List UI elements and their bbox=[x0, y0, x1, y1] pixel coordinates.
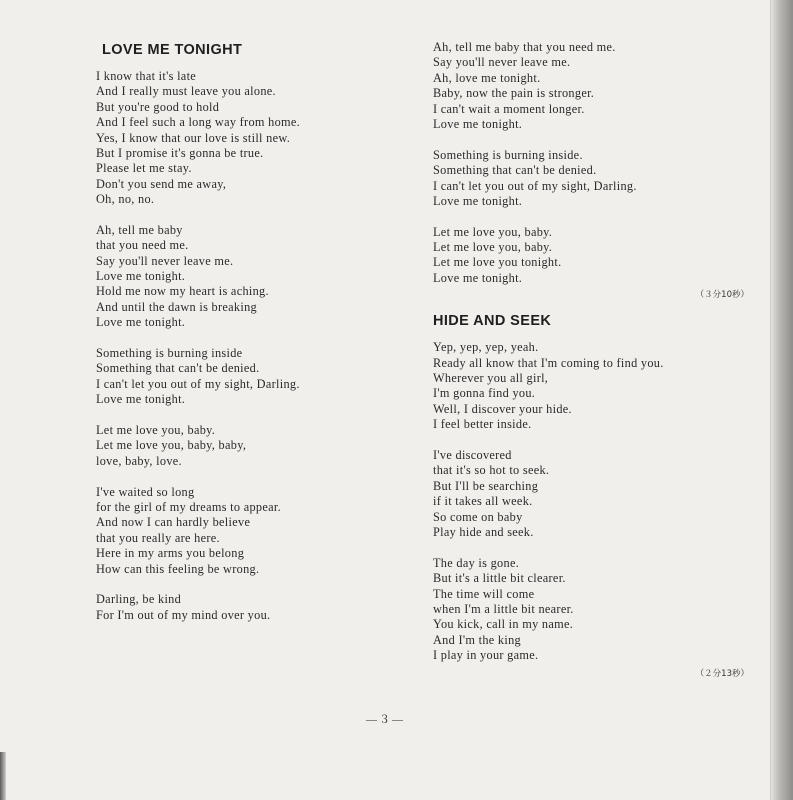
stanza bbox=[433, 556, 753, 664]
lyric-line: for the girl of my dreams to appear. bbox=[96, 499, 281, 514]
lyric-line: Say you'll never leave me. bbox=[433, 55, 571, 70]
song-title-love-me-tonight: LOVE ME TONIGHT bbox=[102, 42, 243, 58]
lyric-line: I can't let you out of my sight, Darling. bbox=[433, 178, 637, 193]
page-fold-shadow bbox=[771, 0, 793, 800]
lyric-line: I can't let you out of my sight, Darling. bbox=[96, 376, 300, 391]
lyric-line: that you really are here. bbox=[96, 530, 220, 545]
lyric-line: Say you'll never leave me. bbox=[96, 253, 234, 268]
lyric-line: Ready all know that I'm coming to find you. bbox=[433, 355, 664, 370]
lyric-line: Let me love you, baby. bbox=[96, 422, 216, 437]
lyric-line: Something is burning inside bbox=[96, 346, 243, 361]
song-title-hide-and-seek: HIDE AND SEEK bbox=[433, 313, 552, 330]
lyric-line: And I'm the king bbox=[433, 632, 521, 647]
left-column bbox=[96, 40, 396, 623]
lyric-line: I've discovered bbox=[433, 447, 512, 462]
lyric-line: Something is burning inside. bbox=[433, 147, 583, 162]
lyric-line: Let me love you, baby. bbox=[433, 240, 553, 255]
lyric-line: if it takes all week. bbox=[433, 494, 533, 509]
lyric-line: Play hide and seek. bbox=[433, 524, 534, 539]
lyric-line: Hold me now my heart is aching. bbox=[96, 284, 269, 299]
stanza bbox=[96, 346, 396, 408]
right-column bbox=[433, 40, 753, 680]
lyric-line: Darling, be kind bbox=[96, 592, 182, 607]
lyric-line: Wherever you all girl, bbox=[433, 371, 549, 386]
lyric-line: But I'll be searching bbox=[433, 478, 539, 493]
lyric-line: love, baby, love. bbox=[96, 453, 182, 468]
lyric-line: And until the dawn is breaking bbox=[96, 299, 257, 314]
lyric-line: Love me tonight. bbox=[433, 116, 523, 131]
lyric-line: that it's so hot to seek. bbox=[433, 463, 550, 478]
lyric-line: Ah, love me tonight. bbox=[433, 70, 541, 85]
lyric-line: And I really must leave you alone. bbox=[96, 84, 276, 99]
lyric-line: And now I can hardly believe bbox=[96, 515, 251, 530]
lyric-line: Oh, no, no. bbox=[96, 192, 155, 207]
stanza bbox=[96, 69, 396, 208]
lyric-line: Let me love you tonight. bbox=[433, 255, 562, 270]
lyric-line: Please let me stay. bbox=[96, 161, 192, 176]
lyric-line: Well, I discover your hide. bbox=[433, 401, 572, 416]
lyric-line: Yes, I know that our love is still new. bbox=[96, 130, 291, 145]
lyric-line: I know that it's late bbox=[96, 69, 197, 83]
lyric-line: The time will come bbox=[433, 586, 535, 601]
stanza bbox=[433, 148, 753, 210]
lyric-line: The day is gone. bbox=[433, 555, 520, 570]
lyric-line: So come on baby bbox=[433, 509, 523, 524]
stanza bbox=[433, 225, 753, 287]
page-number: —３— bbox=[366, 714, 405, 726]
lyric-line: But it's a little bit clearer. bbox=[433, 571, 566, 586]
lyric-line: Ah, tell me baby that you need me. bbox=[433, 40, 616, 54]
lyric-line: I'm gonna find you. bbox=[433, 386, 536, 401]
stanza bbox=[433, 340, 753, 432]
lyric-line: But I promise it's gonna be true. bbox=[96, 145, 264, 160]
lyric-line: Love me tonight. bbox=[433, 270, 523, 285]
lyric-line: For I'm out of my mind over you. bbox=[96, 607, 271, 622]
lyric-line: Love me tonight. bbox=[96, 392, 186, 407]
song-duration: （２分13秒） bbox=[695, 669, 749, 680]
lyric-line: Let me love you, baby, baby, bbox=[96, 438, 247, 453]
stanza bbox=[96, 223, 396, 331]
lyric-line: But you're good to hold bbox=[96, 99, 220, 114]
lyric-line: I've waited so long bbox=[96, 484, 195, 499]
stanza bbox=[96, 485, 396, 577]
lyric-line: Don't you send me away, bbox=[96, 176, 227, 191]
lyric-line: Something that can't be denied. bbox=[433, 163, 597, 178]
lyric-line: Love me tonight. bbox=[96, 315, 186, 330]
lyric-line: Here in my arms you belong bbox=[96, 546, 245, 561]
lyric-line: I can't wait a moment longer. bbox=[433, 101, 585, 116]
lyric-line: Love me tonight. bbox=[96, 269, 186, 284]
scan-corner-shadow bbox=[0, 752, 6, 800]
stanza bbox=[433, 448, 753, 540]
stanza bbox=[96, 423, 396, 469]
lyric-line: Ah, tell me baby bbox=[96, 222, 183, 237]
lyric-line: I feel better inside. bbox=[433, 417, 532, 432]
lyric-line: Love me tonight. bbox=[433, 193, 523, 208]
stanza bbox=[96, 592, 396, 623]
lyric-line: Yep, yep, yep, yeah. bbox=[433, 340, 539, 355]
lyric-line: that you need me. bbox=[96, 238, 189, 253]
song-duration: （３分10秒） bbox=[695, 290, 749, 301]
stanza bbox=[433, 40, 753, 132]
lyric-line: You kick, call in my name. bbox=[433, 617, 574, 632]
lyric-line: when I'm a little bit nearer. bbox=[433, 601, 574, 616]
lyric-line: And I feel such a long way from home. bbox=[96, 115, 301, 130]
lyric-line: I play in your game. bbox=[433, 648, 539, 663]
lyric-line: How can this feeling be wrong. bbox=[96, 561, 260, 576]
lyric-line: Let me love you, baby. bbox=[433, 224, 553, 239]
lyric-line: Something that can't be denied. bbox=[96, 361, 260, 376]
lyric-line: Baby, now the pain is stronger. bbox=[433, 86, 595, 101]
